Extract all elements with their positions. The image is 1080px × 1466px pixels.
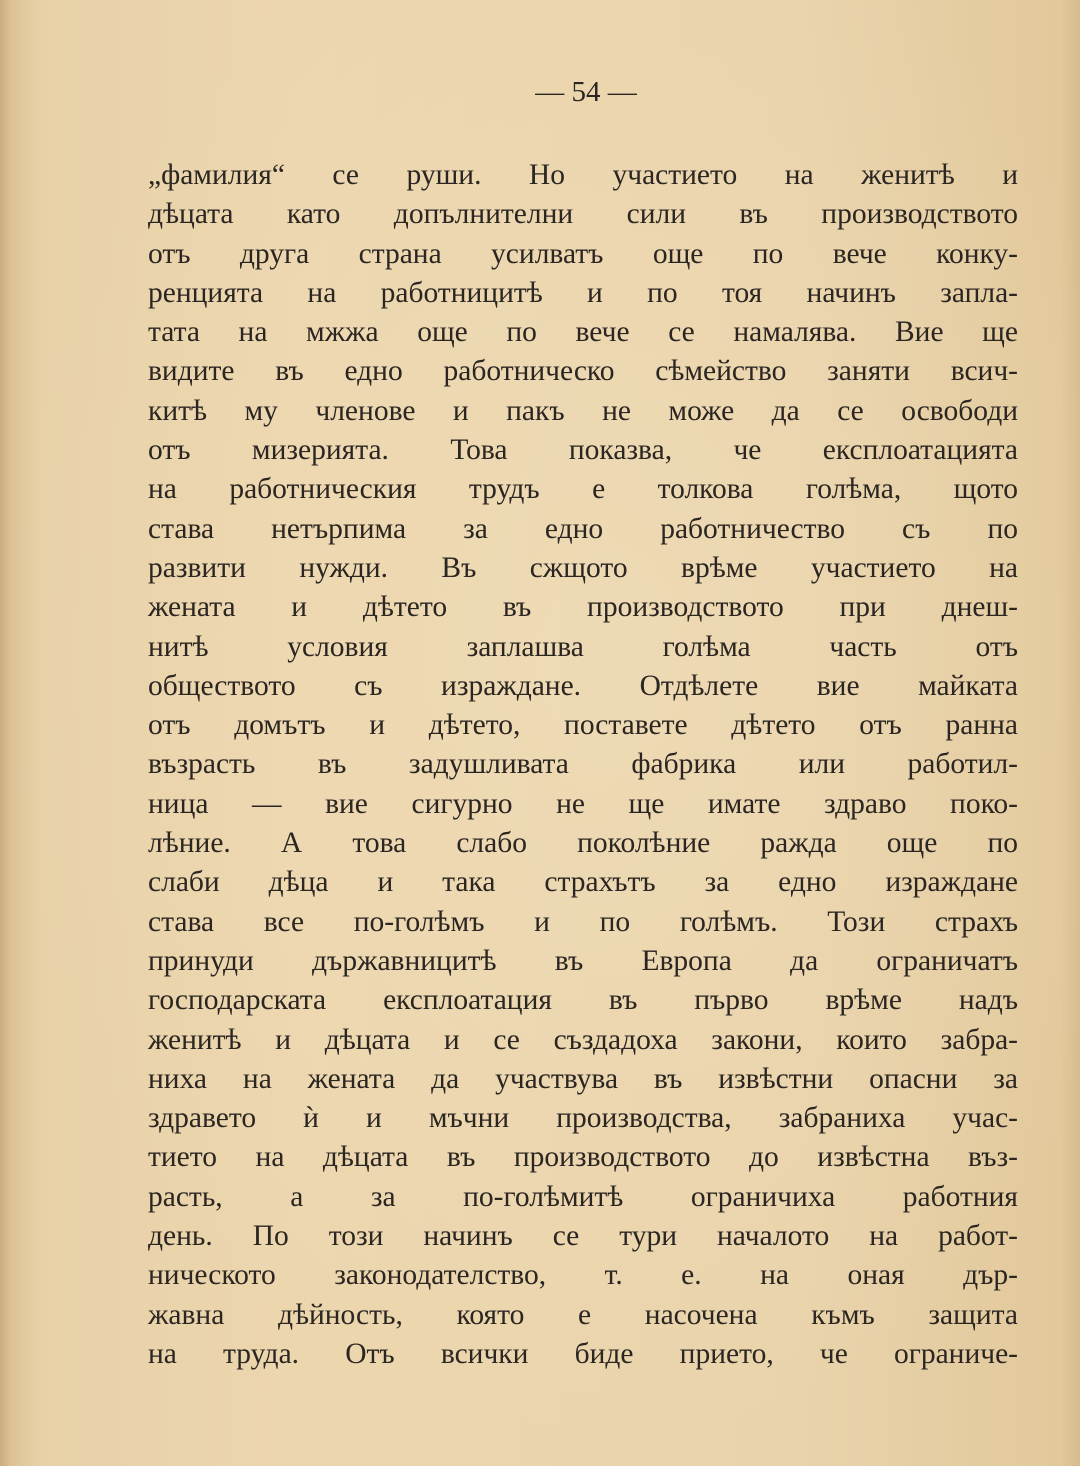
text-line: женитѣ и дѣцата и се създадоха закони, които забра- (148, 1023, 1018, 1056)
text-line: здравето ѝ и мъчни производства, забраниха учас- (148, 1102, 1018, 1135)
text-line: на труда. Отъ всички биде прието, че ограниче- (148, 1337, 1018, 1370)
text-line: принуди държавницитѣ въ Европа да ограничатъ (148, 944, 1018, 977)
text-line: дѣцата като допълнителни сили въ производството (148, 198, 1018, 231)
text-line: день. По този начинъ се тури началото на работ- (148, 1220, 1018, 1253)
body-text (148, 156, 1018, 1374)
text-line: на работническия трудъ е толкова голѣма, щото (148, 473, 1018, 506)
text-line: нитѣ условия заплашва голѣма часть отъ (148, 630, 1018, 663)
text-line: отъ друга страна усилватъ още по вече конку- (148, 237, 1018, 270)
text-line: китѣ му членове и пакъ не може да се освободи (148, 394, 1018, 427)
text-line: обществото съ израждане. Отдѣлете вие майката (148, 669, 1018, 702)
text-line: ница — вие сигурно не ще имате здраво поко- (148, 787, 1018, 820)
text-line: отъ домътъ и дѣтето, поставете дѣтето отъ ранна (148, 709, 1018, 742)
text-line: расть, а за по-голѣмитѣ ограничиха работния (148, 1180, 1018, 1213)
text-line: „фамилия“ се руши. Но участието на женитѣ и (148, 159, 1018, 191)
text-line: лѣние. А това слабо поколѣние ражда още по (148, 827, 1018, 860)
text-line: ниха на жената да участвува въ извѣстни опасни за (148, 1062, 1018, 1095)
page-number: — 54 — (535, 76, 637, 108)
text-line: възрасть въ задушливата фабрика или работил- (148, 748, 1018, 781)
text-line: тата на мжжа още по вече се намалява. Вие ще (148, 316, 1018, 349)
text-line: видите въ едно работническо сѣмейство заняти всич- (148, 355, 1018, 388)
text-line: отъ мизерията. Това показва, че експлоатацията (148, 434, 1018, 467)
text-line: става все по-голѣмъ и по голѣмъ. Този страхъ (148, 905, 1018, 938)
text-line: ренцията на работницитѣ и по тоя начинъ запла- (148, 276, 1018, 309)
text-line: ническото законодателство, т. е. на оная дър- (148, 1259, 1018, 1292)
text-line: жената и дѣтето въ производството при днеш- (148, 591, 1018, 624)
text-line: жавна дѣйность, която е насочена къмъ защита (148, 1298, 1018, 1331)
text-line: слаби дѣца и така страхътъ за едно израждане (148, 866, 1018, 899)
text-line: тието на дѣцата въ производството до извѣстна въз- (148, 1141, 1018, 1174)
text-line: става нетърпима за едно работничество съ по (148, 512, 1018, 545)
text-line: развити нужди. Въ сжщото врѣме участието на (148, 551, 1018, 584)
text-line: господарската експлоатация въ първо врѣме надъ (148, 984, 1018, 1017)
